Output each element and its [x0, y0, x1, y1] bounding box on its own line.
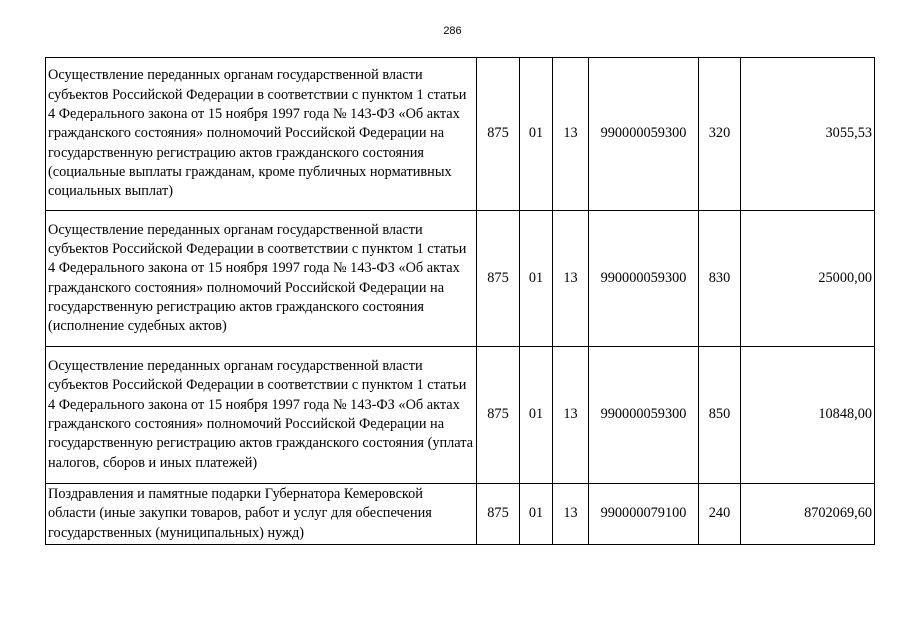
target-article-code: 990000059300 — [589, 211, 699, 347]
amount-value: 8702069,60 — [741, 484, 875, 545]
page-number: 286 — [443, 25, 462, 37]
expense-type-code: 830 — [699, 211, 741, 347]
target-article-code: 990000059300 — [589, 58, 699, 211]
ministry-code: 875 — [477, 347, 520, 484]
table-row — [46, 211, 875, 347]
ministry-code: 875 — [477, 484, 520, 545]
amount-value: 10848,00 — [741, 347, 875, 484]
subsection-code: 13 — [553, 211, 589, 347]
amount-value: 25000,00 — [741, 211, 875, 347]
target-article-code: 990000059300 — [589, 347, 699, 484]
row-description: Поздравления и памятные подарки Губернатора Кемеровской области (иные закупки товаров, работ и услуг для обеспечения государственных (муниципальных) нужд) — [46, 484, 477, 545]
section-code: 01 — [520, 58, 553, 211]
subsection-code: 13 — [553, 347, 589, 484]
ministry-code: 875 — [477, 211, 520, 347]
row-description: Осуществление переданных органам государственной власти субъектов Российской Федерации в соответствии с пунктом 1 статьи 4 Федерального закона от 15 ноября 1997 года № 143-ФЗ «Об актах гражданского состояния» полномочий Российской Федерации на государственную регистрацию актов гражданского состояния (социальные выплаты гражданам, кроме публичных нормативных социальных выплат) — [46, 58, 477, 211]
amount-value: 3055,53 — [741, 58, 875, 211]
expense-type-code: 240 — [699, 484, 741, 545]
ministry-code: 875 — [477, 58, 520, 211]
section-code: 01 — [520, 484, 553, 545]
expense-type-code: 850 — [699, 347, 741, 484]
target-article-code: 990000079100 — [589, 484, 699, 545]
row-description: Осуществление переданных органам государственной власти субъектов Российской Федерации в соответствии с пунктом 1 статьи 4 Федерального закона от 15 ноября 1997 года № 143-ФЗ «Об актах гражданского состояния» полномочий Российской Федерации на государственную регистрацию актов гражданского состояния (уплата налогов, сборов и иных платежей) — [46, 347, 477, 484]
section-code: 01 — [520, 211, 553, 347]
section-code: 01 — [520, 347, 553, 484]
table-row — [46, 484, 875, 545]
subsection-code: 13 — [553, 484, 589, 545]
subsection-code: 13 — [553, 58, 589, 211]
table-row — [46, 58, 875, 211]
table-row — [46, 347, 875, 484]
row-description: Осуществление переданных органам государственной власти субъектов Российской Федерации в соответствии с пунктом 1 статьи 4 Федерального закона от 15 ноября 1997 года № 143-ФЗ «Об актах гражданского состояния» полномочий Российской Федерации на государственную регистрацию актов гражданского состояния (исполнение судебных актов) — [46, 211, 477, 347]
expense-type-code: 320 — [699, 58, 741, 211]
budget-table — [45, 57, 875, 545]
